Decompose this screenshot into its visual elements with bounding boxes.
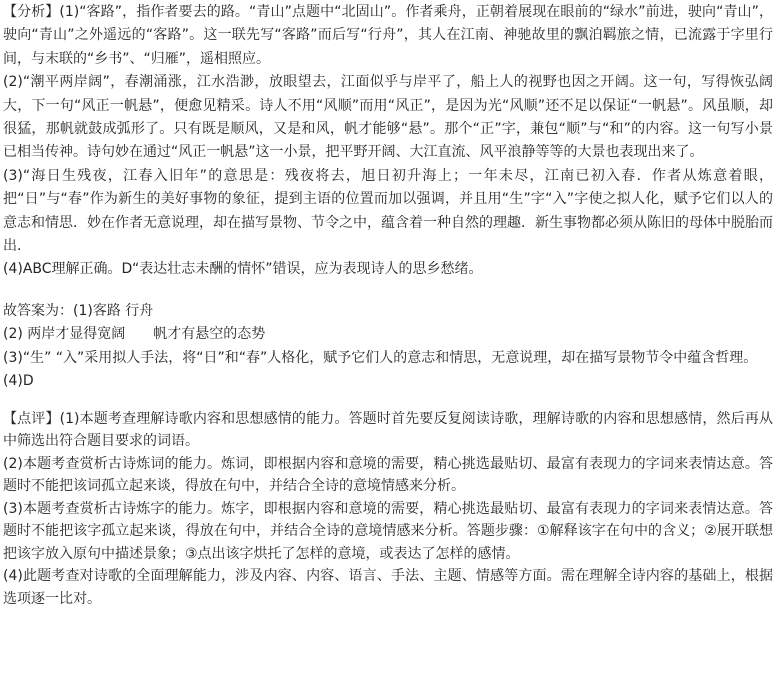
analysis-paragraph-2: (2)“潮平两岸阔”，春潮涌涨，江水浩渺，放眼望去，江面似乎与岸平了，船上人的视野也因之开阔。这一句，写得恢弘阔大，下一句“风正一帆悬”，便愈见精采。诗人不用“风顺”而用“风正”，是因为光“风顺”还不足以保证“一帆悬”。风虽顺，却很猛，那帆就鼓成弧形了。只有既是顺风，又是和风，帆才能够“悬”。那个“正”字，兼包“顺”与“和”的内容。这一句写小景已相当传神。诗句妙在通过“风正一帆悬”这一小景，把平野开阔、大江直流、风平浪静等等的大景也表现出来了。 [3, 74, 773, 161]
analysis-paragraph-1: 【分析】(1)“客路”，指作者要去的路。“青山”点题中“北固山”。作者乘舟，正朝着展现在眼前的“绿水”前进，驶向“青山”，驶向“青山”之外遥远的“客路”。这一联先写“客路”而后写“行舟”，其人在江南、神驰故里的飘泊羁旅之情，已流露于字里行间，与末联的“乡书”、“归雁”，遥相照应。 [3, 4, 773, 67]
solution-content [3, 1, 773, 610]
answer-3: (3)“生” “入”采用拟人手法，将“日”和“春”人格化，赋予它们人的意志和情思，无意说理，却在描写景物节令中蕴含哲理。 [3, 349, 758, 366]
answer-4: (4)D [3, 373, 34, 390]
review-paragraph-2: (2)本题考查赏析古诗炼词的能力。炼词，即根据内容和意境的需要，精心挑选最贴切、最富有表现力的字词来表情达意。答题时不能把该词孤立起来谈，得放在句中，并结合全诗的意境情感来分析。 [3, 455, 773, 494]
analysis-paragraph-4: (4)ABC理解正确。D“表达壮志未酬的情怀”错误，应为表现诗人的思乡愁绪。 [3, 261, 483, 278]
answer-2-part-1: (2) 两岸才显得宽阔 [3, 326, 126, 343]
review-paragraph-1: 【点评】(1)本题考查理解诗歌内容和思想感情的能力。答题时首先要反复阅读诗歌，理解诗歌的内容和思想感情，然后再从中筛选出符合题目要求的词语。 [3, 410, 773, 449]
review-paragraph-3: (3)本题考查赏析古诗炼字的能力。炼字，即根据内容和意境的需要，精心挑选最贴切、最富有表现力的字词来表情达意。答题时不能把该字孤立起来谈，得放在句中，并结合全诗的意境情感来分析。答题步骤：①解释该字在句中的含义；②展开联想把该字放入原句中描述景象；③点出该字烘托了怎样的意境，或表达了怎样的感情。 [3, 500, 773, 562]
answer-intro: 故答案为：(1)客路 行舟 [3, 302, 154, 319]
solution-page [3, 0, 773, 610]
answer-2-part-2: 帆才有悬空的态势 [153, 326, 266, 343]
answer-2 [3, 323, 773, 346]
analysis-paragraph-3: (3)“海日生残夜，江春入旧年”的意思是：残夜将去，旭日初升海上；一年未尽，江南已初入春．作者从炼意着眼，把“日”与“春”作为新生的美好事物的象征，提到主语的位置而加以强调，并且用“生”字“入”字使之拟人化，赋予它们以人的意志和情思．妙在作者无意说理，却在描写景物、节令之中，蕴含着一种自然的理趣．新生事物都必须从陈旧的母体中脱胎而出． [3, 167, 773, 255]
review-paragraph-4: (4)此题考查对诗歌的全面理解能力，涉及内容、内容、语言、手法、主题、情感等方面。需在理解全诗内容的基础上，根据选项逐一比对。 [3, 568, 773, 607]
